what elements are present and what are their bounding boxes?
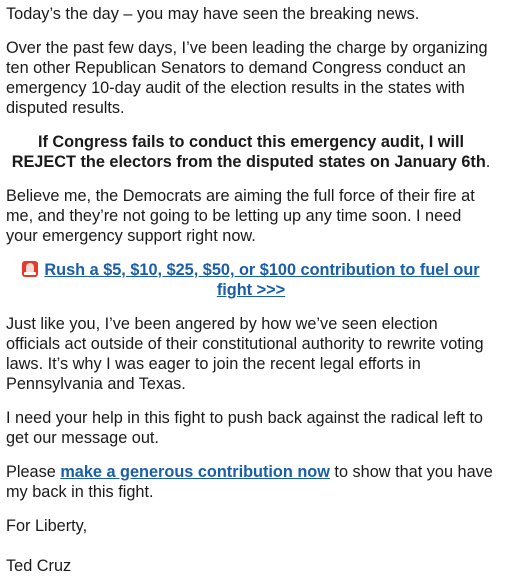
support-paragraph: Believe me, the Democrats are aiming the full force of their fire at me, and they’re not going to be letting up any time soon. I need your emergency support right now. <box>6 187 475 245</box>
help-paragraph: I need your help in this fight to push back against the radical left to get our message out. <box>6 409 483 447</box>
audit-paragraph: Over the past few days, I’ve been leading the charge by organizing ten other Republican Senators to demand Congress conduct an emergency 10-day audit of the election results in the states with disputed results. <box>6 39 488 117</box>
signature: Ted Cruz <box>6 557 72 575</box>
cta-paragraph <box>6 260 496 300</box>
intro-paragraph: Today’s the day – you may have seen the breaking news. <box>6 5 420 23</box>
siren-icon <box>22 261 38 277</box>
contribution-prefix: Please <box>6 463 61 481</box>
reject-electors-period: . <box>485 153 491 171</box>
reject-electors-paragraph <box>6 132 496 172</box>
closing-line: For Liberty, <box>6 517 88 535</box>
reject-electors-bold-text: If Congress fails to conduct this emergency audit, I will REJECT the electors from the disputed states on January 6th <box>11 133 486 171</box>
legal-efforts-paragraph: Just like you, I’ve been angered by how we’ve seen election officials act outside of their constitutional authority to rewrite voting laws. It’s why I was eager to join the recent legal efforts in Pennsylvania and Texas. <box>6 315 484 393</box>
rush-contribution-link[interactable]: Rush a $5, $10, $25, $50, or $100 contribution to fuel our fight >>> <box>44 261 480 299</box>
contribution-paragraph <box>6 462 496 502</box>
generous-contribution-link[interactable]: make a generous contribution now <box>60 463 330 481</box>
contribution-suffix: to show that you have my back in this fight. <box>6 463 493 501</box>
